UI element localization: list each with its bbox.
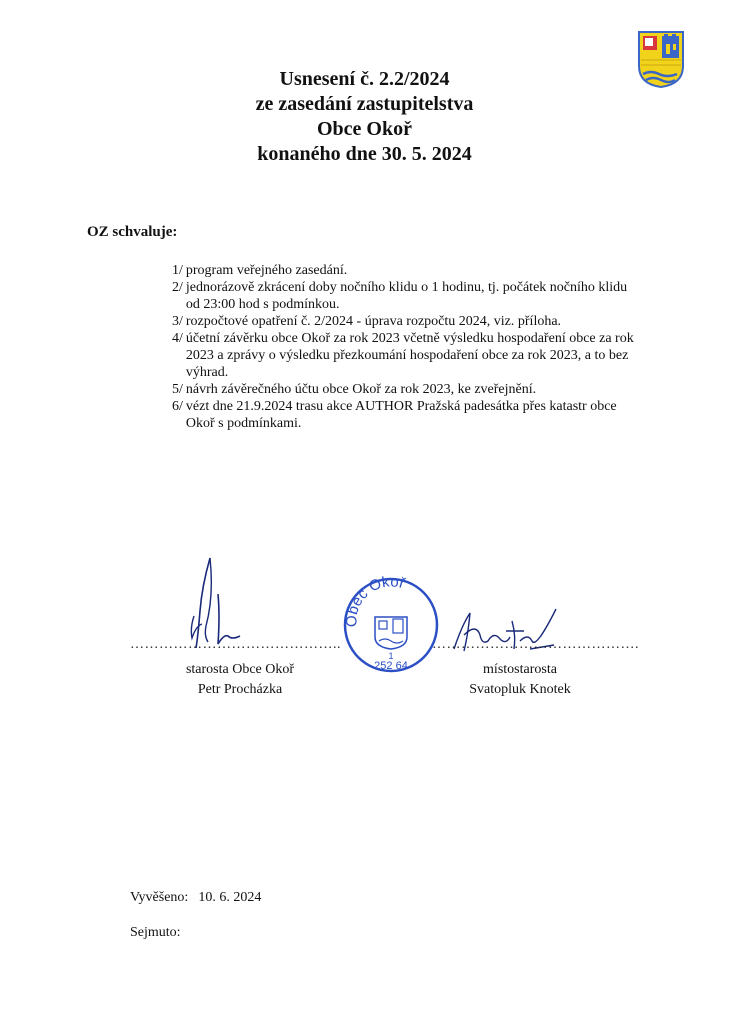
- list-item: [172, 330, 642, 381]
- item-text: rozpočtové opatření č. 2/2024 - úprava rozpočtu 2024, viz. příloha.: [185, 314, 562, 329]
- signature-block-right: [430, 660, 610, 700]
- resolution-list: [172, 262, 642, 432]
- signatory-role: starosta Obce Okoř: [185, 662, 295, 677]
- document-title: [0, 67, 729, 167]
- section-label: OZ schvaluje:: [87, 224, 178, 240]
- item-number: 4/: [172, 331, 183, 346]
- list-item: [172, 262, 642, 279]
- posted-date: 10. 6. 2024: [198, 890, 262, 905]
- item-text: vézt dne 21.9.2024 trasu akce AUTHOR Pražská padesátka přes katastr obce Okoř s podmínkami.: [185, 399, 617, 431]
- removed-line: [130, 925, 181, 941]
- signature-line-left: ……………………………………..: [130, 637, 341, 652]
- stamp-number: 1: [388, 651, 394, 661]
- signature-block-left: [150, 660, 330, 700]
- item-text: účetní závěrku obce Okoř za rok 2023 včetně výsledku hospodaření obce za rok 2023 a zprávy o výsledku přezkoumání hospodaření obce za rok 2023, a to bez výhrad.: [185, 331, 634, 380]
- item-number: 1/: [172, 263, 183, 278]
- signatory-name: Svatopluk Knotek: [469, 682, 571, 697]
- item-text: návrh závěrečného účtu obce Okoř za rok 2023, ke zveřejnění.: [185, 382, 537, 397]
- item-text: jednorázově zkrácení doby nočního klidu o 1 hodinu, tj. počátek nočního klidu od 23:00 hod s podmínkou.: [185, 280, 628, 312]
- stamp-text: Obec Okoř: [343, 575, 407, 628]
- item-text: program veřejného zasedání.: [185, 263, 348, 278]
- posted-label: Vyvěšeno:: [130, 890, 189, 905]
- official-stamp-icon: [341, 575, 441, 675]
- item-number: 6/: [172, 399, 183, 414]
- signatory-role: místostarosta: [483, 662, 557, 677]
- title-line: Usnesení č. 2.2/2024: [279, 68, 450, 90]
- list-item: [172, 313, 642, 330]
- title-line: Obce Okoř: [317, 118, 412, 140]
- list-item: [172, 279, 642, 313]
- posted-line: [130, 890, 261, 906]
- removed-label: Sejmuto:: [130, 925, 181, 940]
- stamp-zip: 252 64: [374, 660, 408, 672]
- title-line: konaného dne 30. 5. 2024: [257, 143, 472, 165]
- title-line: ze zasedání zastupitelstva: [255, 93, 474, 115]
- item-number: 2/: [172, 280, 183, 295]
- signatory-name: Petr Procházka: [197, 682, 283, 697]
- list-item: [172, 381, 642, 398]
- list-item: [172, 398, 642, 432]
- signature-line-right: …………………………………….: [432, 637, 639, 652]
- item-number: 3/: [172, 314, 183, 329]
- item-number: 5/: [172, 382, 183, 397]
